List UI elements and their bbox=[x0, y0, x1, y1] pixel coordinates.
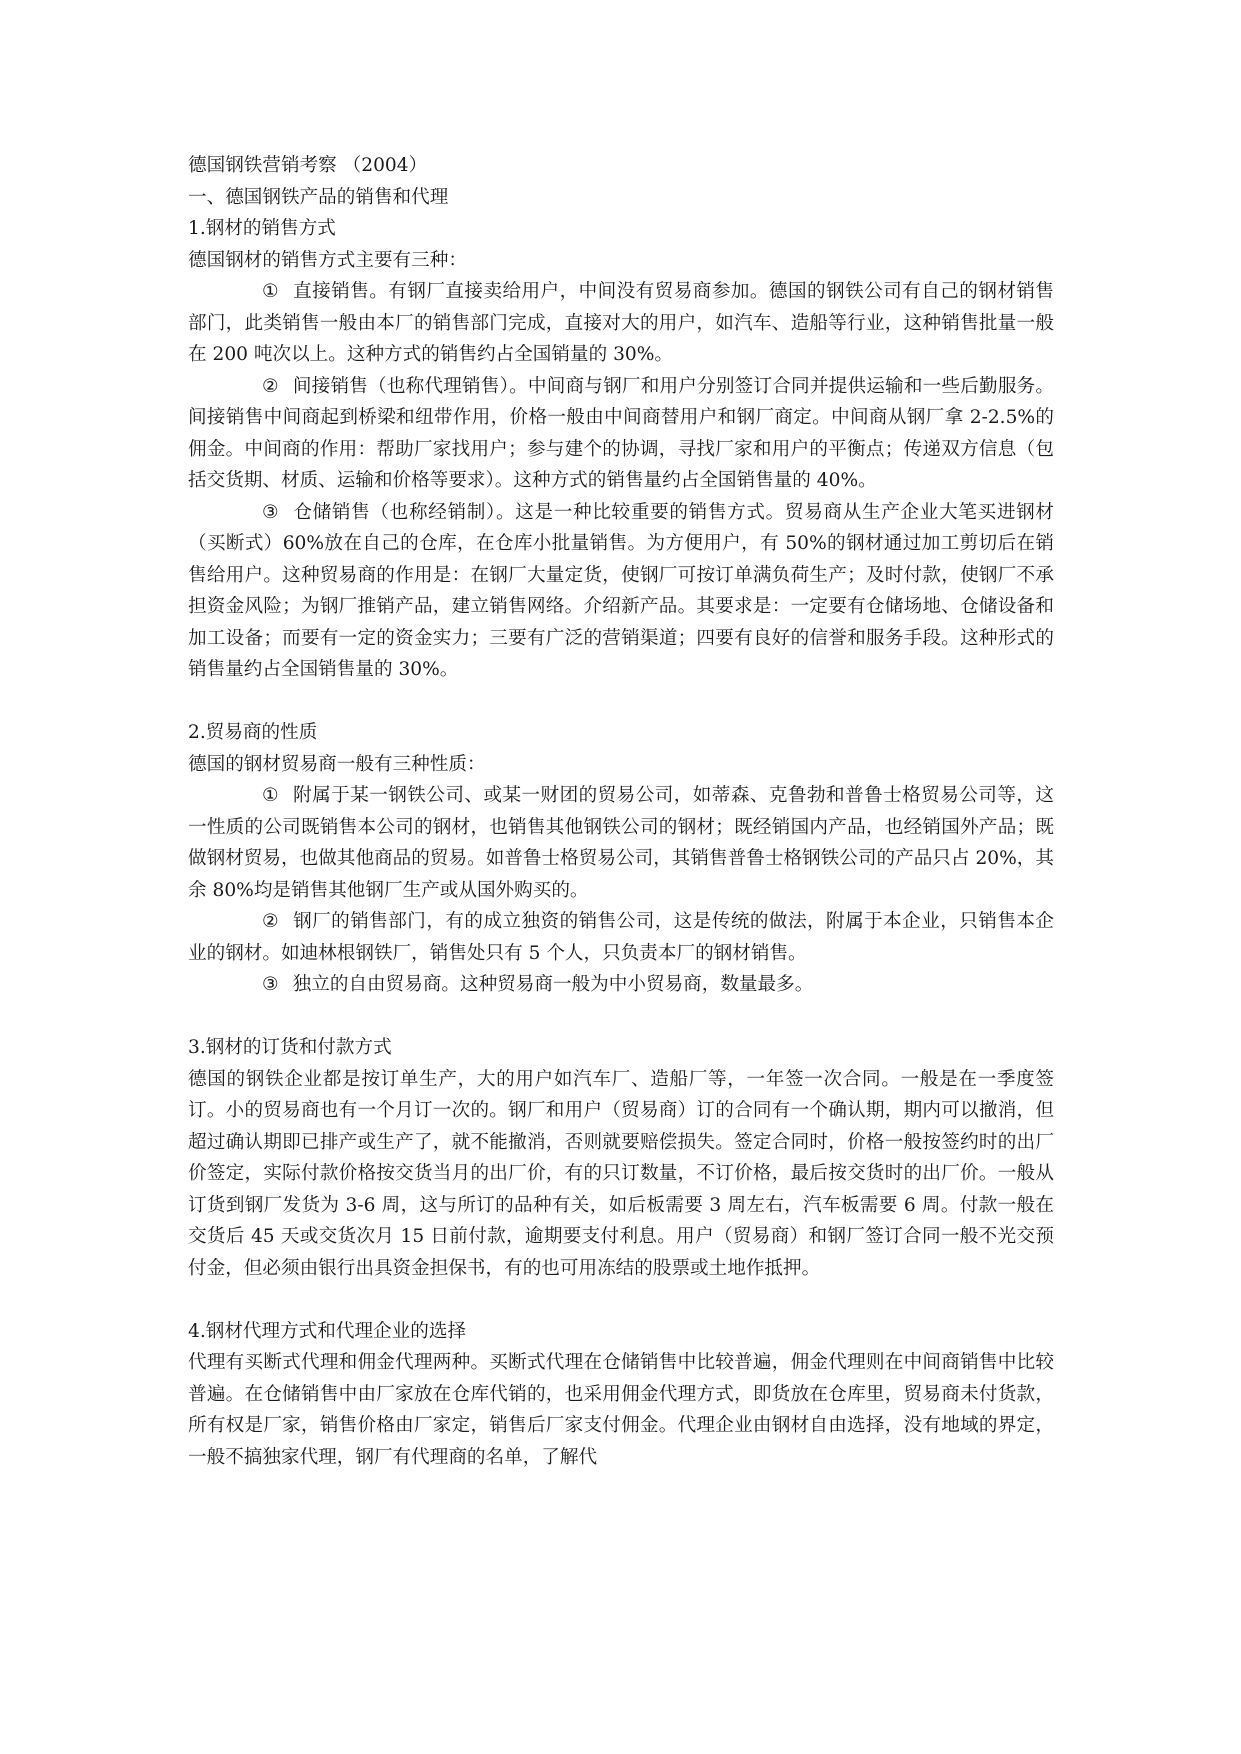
item-text: 独立的自由贸易商。这种贸易商一般为中小贸易商，数量最多。 bbox=[292, 974, 814, 995]
section-heading: 一、德国钢铁产品的销售和代理 bbox=[188, 186, 449, 208]
item-text: 附属于某一钢铁公司、或某一财团的贸易公司，如蒂森、克鲁勃和普鲁士格贸易公司等，这一性质的公司既销售本公司的钢材，也销售其他钢铁公司的钢材；既经销国内产品，也经销国外产品；既做钢材贸易，也做其他商品的贸易。如普鲁士格贸易公司，其销售普鲁士格钢铁公司的产品只占 20%，其余 80%均是销售其他钢厂生产或从国外购买的。 bbox=[188, 785, 1054, 901]
list-item bbox=[188, 969, 1054, 1001]
item-text: 仓储销售（也称经销制）。这是一种比较重要的销售方式。贸易商从生产企业大笔买进钢材（买断式）60%放在自己的仓库，在仓库小批量销售。为方便用户，有 50%的钢材通过加工剪切后在销售给用户。这种贸易商的作用是：在钢厂大量定货，使钢厂可按订单满负荷生产；及时付款，使钢厂不承担资金风险；为钢厂推销产品，建立销售网络。介绍新产品。其要求是：一定要有仓储场地、仓储设备和加工设备；而要有一定的资金实力；三要有广泛的营销渠道；四要有良好的信誉和服务手段。这种形式的销售量约占全国销售量的 30%。 bbox=[188, 501, 1054, 680]
subsection-heading-2: 2.贸易商的性质 bbox=[188, 722, 318, 743]
document-title: 德国钢铁营销考察 （2004） bbox=[188, 155, 428, 176]
item-number: ① bbox=[262, 281, 279, 302]
list-item bbox=[188, 497, 1054, 686]
paragraph: 德国的钢铁企业都是按订单生产，大的用户如汽车厂、造船厂等，一年签一次合同。一般是在一季度签订。小的贸易商也有一个月订一次的。钢厂和用户（贸易商）订的合同有一个确认期，期内可以撤消，但超过确认期即已排产或生产了，就不能撤消，否则就要赔偿损失。签定合同时，价格一般按签约时的出厂价签定，实际付款价格按交货当月的出厂价，有的只订数量，不订价格，最后按交货时的出厂价。一般从订货到钢厂发货为 3-6 周，这与所订的品种有关，如后板需要 3 周左右，汽车板需要 6 周。付款一般在交货后 45 天或交货次月 15 日前付款，逾期要支付利息。用户（贸易商）和钢厂签订合同一般不光交预付金，但必须由银行出具资金担保书，有的也可用冻结的股票或土地作抵押。 bbox=[188, 1068, 1054, 1279]
list-item bbox=[188, 276, 1054, 371]
list-item bbox=[188, 906, 1054, 969]
subsection-intro-2: 德国的钢材贸易商一般有三种性质： bbox=[188, 753, 486, 775]
subsection-heading-3: 3.钢材的订货和付款方式 bbox=[188, 1037, 392, 1058]
item-text: 钢厂的销售部门，有的成立独资的销售公司，这是传统的做法，附属于本企业，只销售本企业的钢材。如迪林根钢铁厂，销售处只有 5 个人，只负责本厂的钢材销售。 bbox=[188, 911, 1054, 964]
subsection-intro-1: 德国钢材的销售方式主要有三种： bbox=[188, 249, 467, 271]
spacer bbox=[188, 686, 1054, 718]
spacer bbox=[188, 1001, 1054, 1033]
item-number: ① bbox=[262, 785, 279, 806]
document-body bbox=[188, 150, 1054, 1473]
subsection-heading-1: 1.钢材的销售方式 bbox=[188, 218, 336, 239]
item-number: ③ bbox=[262, 501, 279, 523]
paragraph: 代理有买断式代理和佣金代理两种。买断式代理在仓储销售中比较普遍，佣金代理则在中间商销售中比较普遍。在仓储销售中由厂家放在仓库代销的，也采用佣金代理方式，即货放在仓库里，贸易商未付货款，所有权是厂家，销售价格由厂家定，销售后厂家支付佣金。代理企业由钢材自由选择，没有地域的界定，一般不搞独家代理，钢厂有代理商的名单，了解代 bbox=[188, 1352, 1054, 1468]
item-number: ② bbox=[262, 375, 279, 397]
item-number: ③ bbox=[262, 974, 279, 995]
list-item bbox=[188, 780, 1054, 906]
item-text: 直接销售。有钢厂直接卖给用户，中间没有贸易商参加。德国的钢铁公司有自己的钢材销售部门，此类销售一般由本厂的销售部门完成，直接对大的用户，如汽车、造船等行业，这种销售批量一般在 200 吨次以上。这种方式的销售约占全国销量的 30%。 bbox=[188, 281, 1054, 365]
spacer bbox=[188, 1284, 1054, 1316]
item-text: 间接销售（也称代理销售）。中间商与钢厂和用户分别签订合同并提供运输和一些后勤服务。间接销售中间商起到桥梁和纽带作用，价格一般由中间商替用户和钢厂商定。中间商从钢厂拿 2-2.5%的佣金。中间商的作用：帮助厂家找用户；参与建个的协调，寻找厂家和用户的平衡点；传递双方信息（包括交货期、材质、运输和价格等要求）。这种方式的销售量约占全国销售量的 40%。 bbox=[188, 375, 1054, 491]
subsection-heading-4: 4.钢材代理方式和代理企业的选择 bbox=[188, 1320, 467, 1342]
item-number: ② bbox=[262, 911, 279, 932]
list-item bbox=[188, 371, 1054, 497]
